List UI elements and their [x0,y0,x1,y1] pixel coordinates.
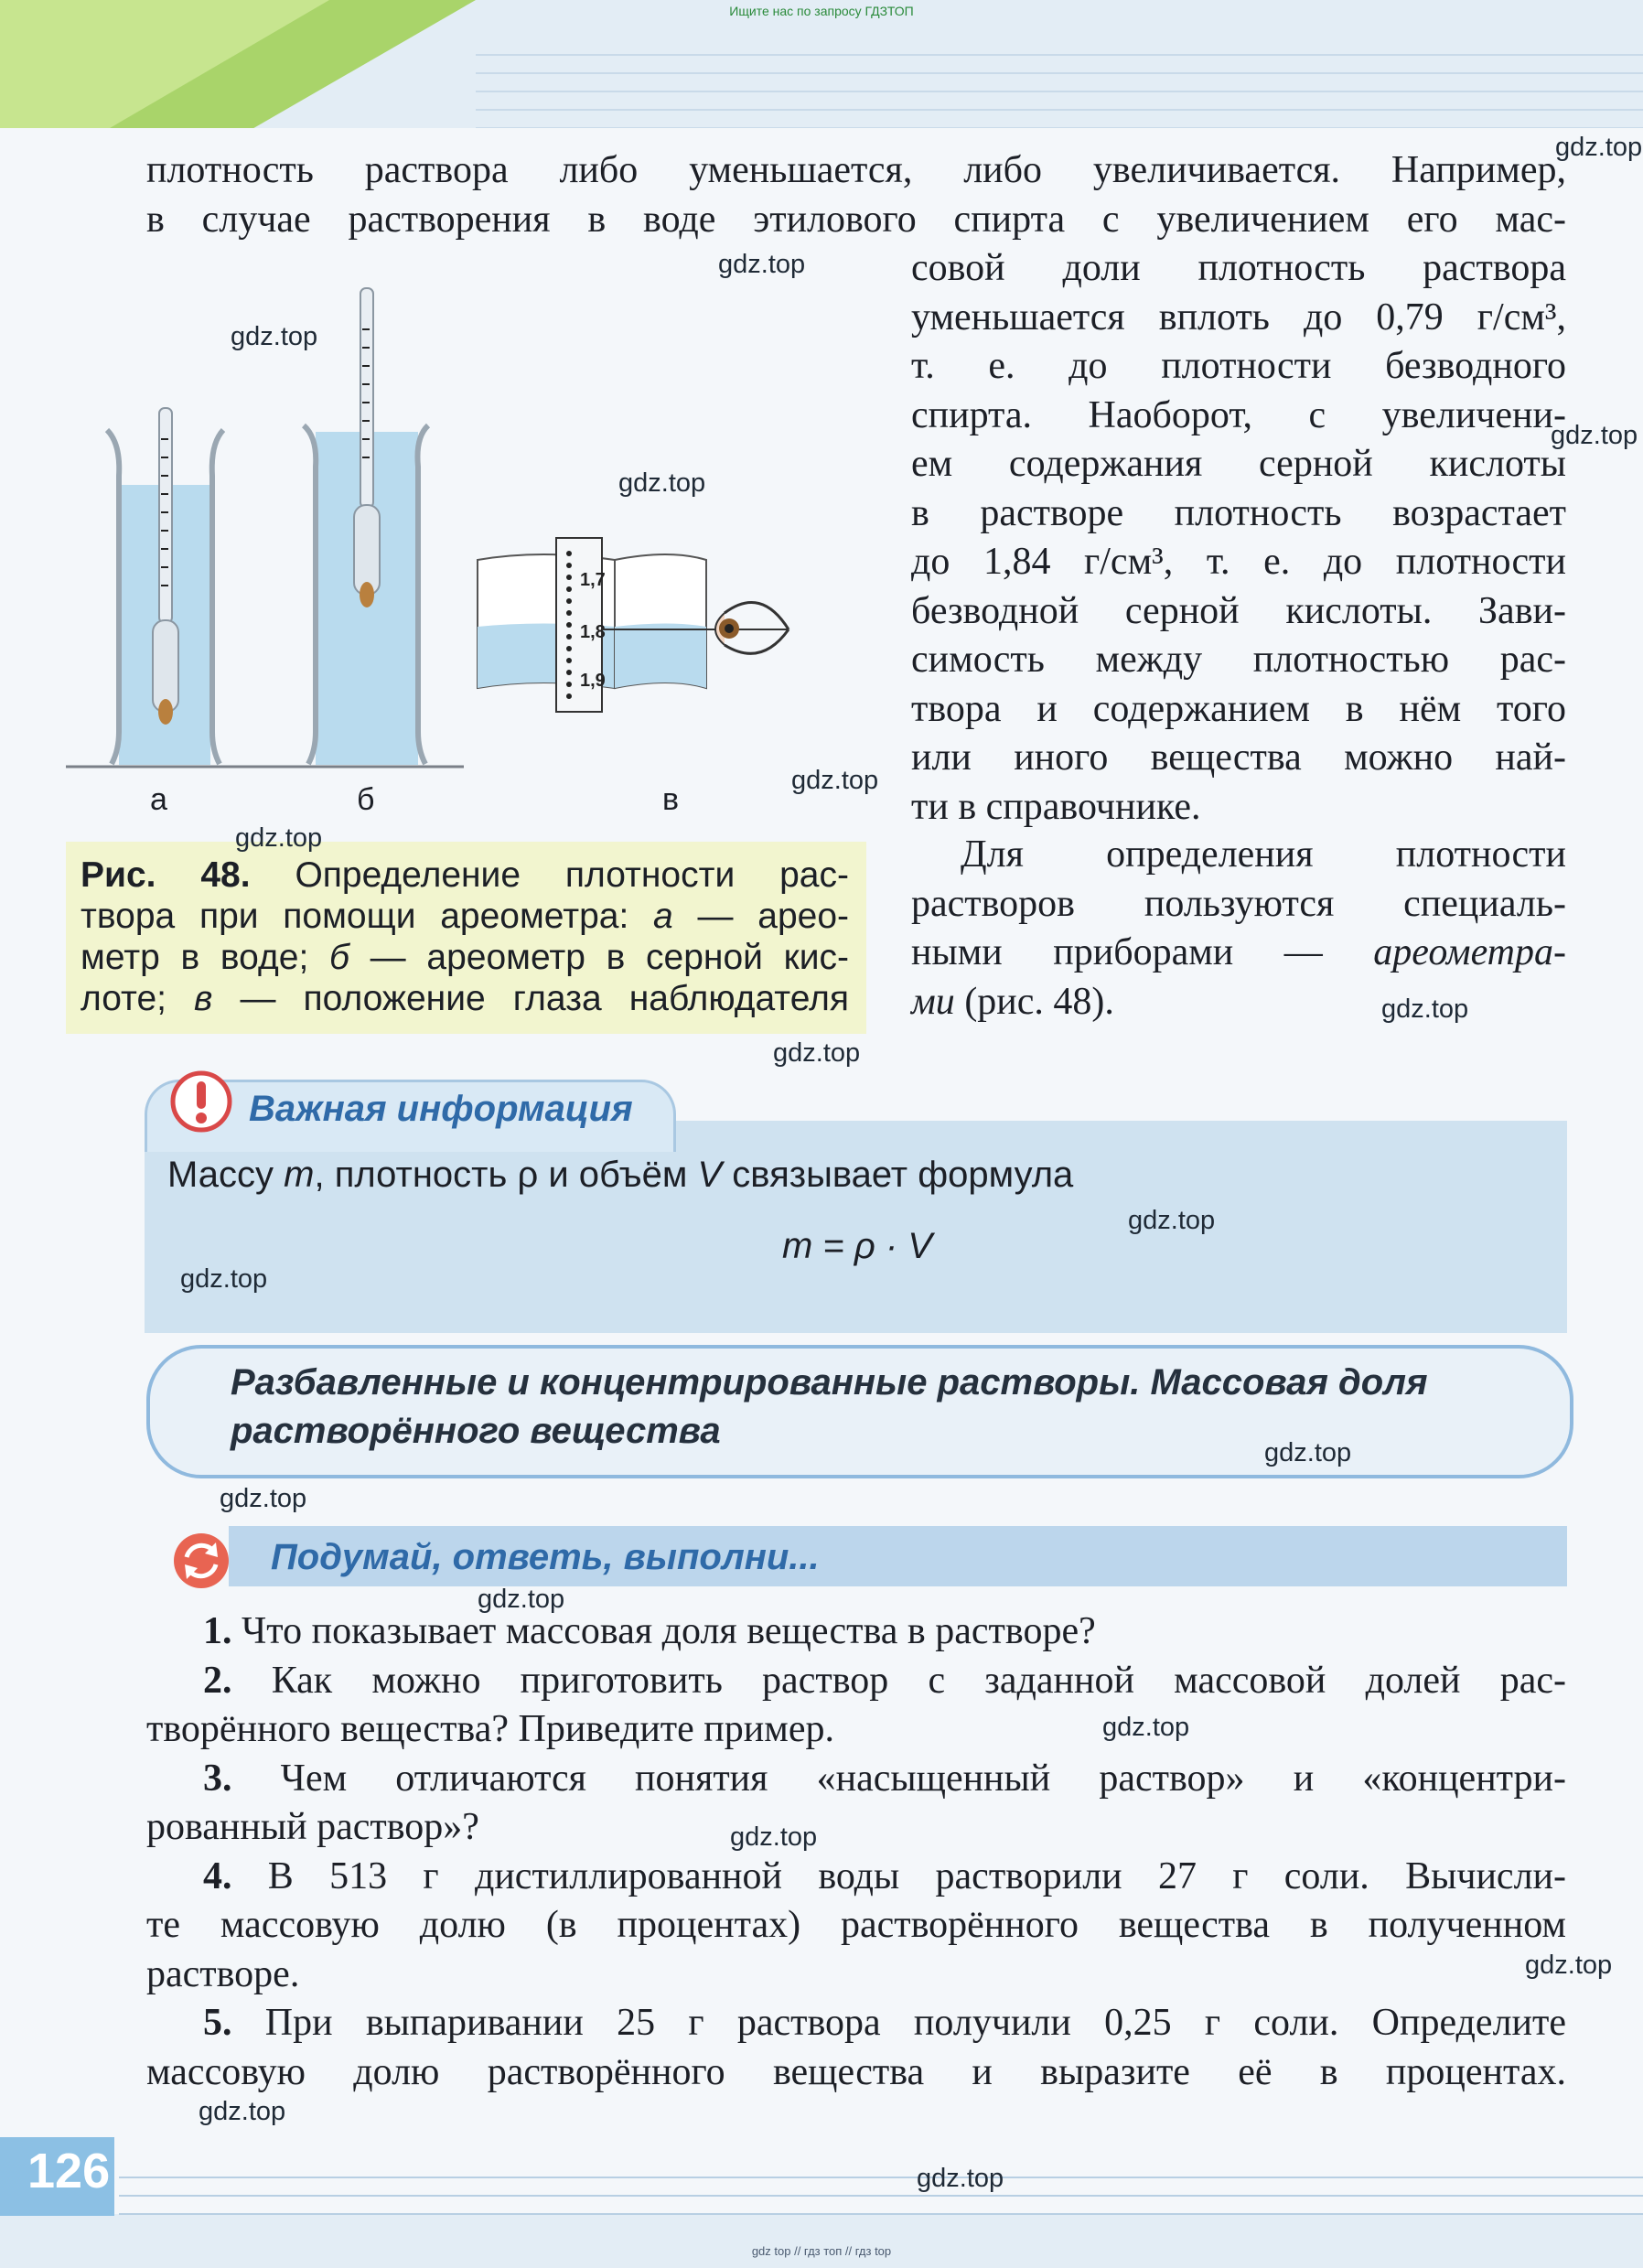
caption-line [81,855,849,896]
figure-label-a: а [150,782,167,817]
text-run: твора при помощи ареометра: [81,897,654,936]
question-5 [146,1999,1566,2048]
question-number: 4. [203,1854,232,1897]
symbol-mass: m [284,1155,315,1195]
question-number: 2. [203,1659,232,1702]
question-2 [146,1657,1566,1706]
question-3 [146,1755,1566,1804]
question-4 [146,1853,1566,1902]
info-formula: m = ρ · V [782,1226,933,1266]
watermark: gdz.top [478,1585,565,1614]
paragraph-line: ти в справочнике. [911,785,1201,828]
paragraph-line: уменьшается вплоть до 0,79 г/см³, [911,296,1566,339]
questions-list [146,1607,1566,2097]
paragraph-line: ем содержания серной кислоты [911,443,1566,485]
term-italic: ареометра- [1373,931,1566,973]
watermark: gdz.top [1525,1951,1613,1980]
info-title: Важная информация [249,1089,633,1129]
watermark: gdz.top [1128,1206,1216,1235]
paragraph-line: плотность раствора либо уменьшается, либо увеличивается. Например, [146,149,1566,191]
watermark: gdz.top [220,1484,307,1513]
text-run: Чем отличаются понятия «насыщенный раствор» и «концентри- [231,1757,1566,1800]
paragraph-line: совой доли плотность раствора [911,247,1566,289]
text-run: При выпаривании 25 г раствора получили 0,25 г соли. Определите [231,2002,1566,2044]
paragraph-line: симость между плотностью рас- [911,639,1566,681]
question-4-cont: те массовую долю (в процентах) растворённого вещества в полученном [146,1904,1566,1946]
text-run: связывает формула [722,1155,1074,1195]
caption-line [81,978,849,1019]
question-number: 3. [203,1757,232,1800]
paragraph-line: спирта. Наоборот, с увеличени- [911,393,1566,436]
caption-line [81,937,849,978]
watermark: gdz.top [791,766,879,795]
question-number: 5. [203,2002,232,2044]
paragraph-intro [146,146,1566,244]
exclamation-icon [168,1069,234,1134]
watermark: gdz.top [618,468,706,498]
paragraph-line: в случае растворения в воде этилового спирта с увеличением его мас- [146,198,1566,241]
text-run: , плотность [314,1155,518,1195]
text-run: а [653,897,673,936]
figure-label-v: в [662,782,680,817]
paragraph-line: в растворе плотность возрастает [911,491,1566,534]
cylinder-acid [304,288,428,765]
text-run: Массу [167,1155,285,1195]
symbol-density: ρ [517,1155,539,1195]
watermark: gdz.top [1555,133,1643,162]
question-number: 1. [203,1610,232,1652]
watermark: gdz.top [1102,1713,1190,1742]
footer-note: gdz top // гдз топ // гдз top [751,2244,892,2258]
watermark: gdz.top [231,322,318,351]
text-run: Как можно приготовить раствор с заданной массовой долей рас- [231,1659,1566,1702]
watermark: gdz.top [718,250,806,279]
text-run: — ареометр в серной кис- [349,938,849,977]
text-run: В 513 г дистиллированной воды растворили 27 г соли. Вычисли- [231,1854,1566,1897]
cylinder-water [107,408,223,765]
figure-caption [81,855,849,1019]
watermark: gdz.top [199,2097,286,2126]
watermark: gdz.top [730,1822,818,1852]
paragraph-line: или иного вещества можно най- [911,736,1566,779]
text-run: лоте; [81,979,195,1018]
scale-label: 1,8 [580,622,606,642]
caption-label: Рис. 48. [81,855,251,895]
watermark: gdz.top [1264,1438,1352,1467]
paragraph-line [911,929,1566,978]
header-note: Ищите нас по запросу ГДЗТОП [729,4,914,18]
text-run: в [194,979,213,1018]
question-2-cont: творённого вещества? Приведите пример. [146,1708,834,1750]
section-heading-line: растворённого вещества [231,1411,721,1451]
text-run: метр в воде; [81,938,330,977]
watermark: gdz.top [1381,994,1469,1024]
figure-label-b: б [357,782,375,817]
reading-detail [478,538,789,712]
section-heading-line: Разбавленные и концентрированные растворы. Массовая доля [231,1362,1428,1403]
watermark: gdz.top [235,823,323,853]
paragraph-line: безводной серной кислоты. Зави- [911,589,1566,632]
text-run: — арео- [672,897,849,936]
question-5-cont: массовую долю растворённого вещества и выразите её в процентах. [146,2050,1566,2093]
text-run: — положение глаза наблюдателя [212,979,849,1018]
text-run: и объём [538,1155,698,1195]
text-run: б [329,938,349,977]
scale-label: 1,9 [580,671,606,691]
page-number: 126 [27,2144,111,2198]
info-text [167,1155,1073,1196]
question-1 [146,1607,1566,1657]
caption-line [81,896,849,937]
text-run: ными приборами — [911,931,1374,973]
paragraph-line: твора и содержанием в нём того [911,687,1566,730]
watermark: gdz.top [917,2164,1004,2193]
paragraph-line: т. е. до плотности безводного [911,345,1566,387]
text-run: Что показывает массовая доля вещества в растворе? [231,1610,1096,1652]
question-4-cont: растворе. [146,1952,300,1995]
scale-label: 1,7 [580,570,606,590]
watermark: gdz.top [1551,421,1638,450]
paragraph-line: до 1,84 г/см³, т. е. до плотности [911,541,1566,583]
questions-header: Подумай, ответь, выполни... [271,1537,820,1577]
symbol-volume: V [697,1155,723,1195]
term-italic: ми [911,980,955,1023]
text-run: (рис. 48). [954,980,1114,1023]
paragraph-line: растворов пользуются специаль- [911,882,1566,925]
paragraph-line: Для определения плотности [961,833,1566,876]
watermark: gdz.top [180,1264,268,1294]
text-run: Определение плотности рас- [250,855,849,895]
figure-areometer [66,274,889,823]
refresh-icon [170,1530,232,1592]
paragraph-density [911,244,1566,832]
question-3-cont: рованный раствор»? [146,1806,479,1848]
watermark: gdz.top [773,1038,861,1068]
